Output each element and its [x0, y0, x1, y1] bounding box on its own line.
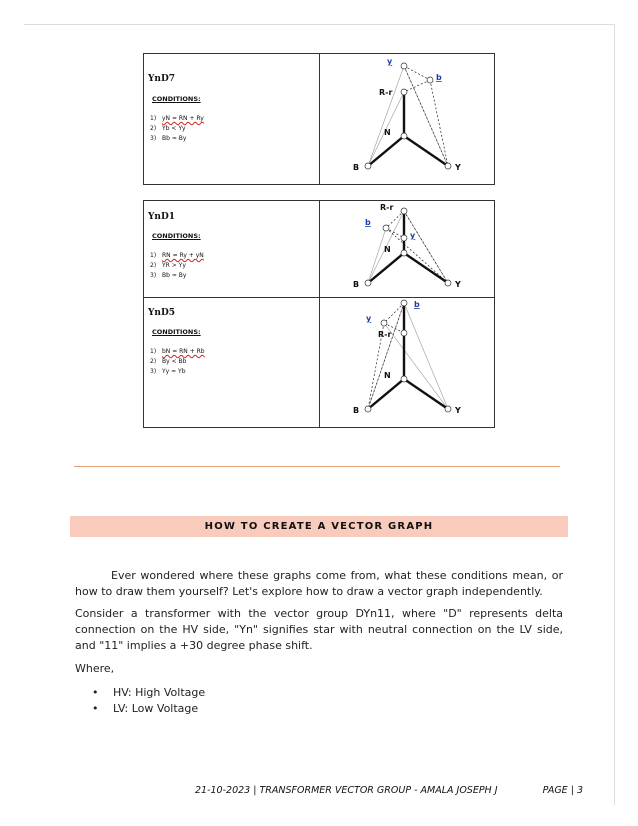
footer-page [543, 785, 583, 796]
section-heading: HOW TO CREATE A VECTOR GRAPH [70, 516, 568, 537]
node-label-n: N [384, 128, 391, 137]
node-label-b-upper: B [353, 163, 360, 172]
condition-item: 1) bN = RN + Rb [150, 348, 205, 355]
footer-page-number: 3 [576, 785, 583, 796]
condition-item: 2) By < Bb [150, 358, 187, 365]
node-label-r: R-r [378, 330, 392, 339]
condition-item: 3) Bb ≈ By [150, 135, 187, 142]
footer-page-separator: | [570, 785, 574, 796]
node-label-y-upper: Y [455, 280, 461, 289]
node-label-b: b [414, 300, 420, 309]
vector-group-title: YnD1 [148, 212, 176, 222]
vector-group-title: YnD5 [148, 308, 176, 318]
vector-diagram-ynd1 [320, 201, 494, 297]
footer-title: TRANSFORMER VECTOR GROUP - AMALA JOSEPH J [259, 785, 498, 796]
condition-item: 2) YR > Yy [150, 262, 186, 269]
node-label-b: b [436, 73, 442, 82]
node-label-n: N [384, 245, 391, 254]
vector-table-ynd7 [143, 53, 495, 185]
footer-date: 21-10-2023 [195, 785, 251, 796]
condition-item: 1) yN = RN + Ry [150, 115, 204, 122]
vector-group-title: YnD7 [148, 74, 176, 84]
node-label-n: N [384, 371, 391, 380]
node-label-b-upper: B [353, 406, 360, 415]
definition-list [92, 685, 205, 716]
horizontal-rule [74, 466, 560, 467]
node-label-y-upper: Y [455, 163, 461, 172]
vector-table-ynd1-ynd5 [143, 200, 495, 428]
list-item: • LV: Low Voltage [92, 701, 205, 717]
conditions-list [150, 114, 204, 144]
conditions-cell [144, 54, 319, 184]
node-label-b: b [365, 218, 371, 227]
intro-paragraph: Ever wondered where these graphs come from, what these conditions mean, or how to draw them yourself? Let's explore how to draw a vector graph independently. [75, 569, 563, 598]
node-label-y-upper: Y [455, 406, 461, 415]
conditions-label: CONDITIONS: [152, 95, 201, 103]
vector-diagram-ynd7 [320, 54, 494, 184]
conditions-label: CONDITIONS: [152, 232, 201, 240]
condition-item: 3) Bb ≈ By [150, 272, 187, 279]
node-label-y: y [387, 57, 393, 66]
node-label-b-upper: B [353, 280, 360, 289]
vector-diagram-ynd5 [320, 297, 494, 427]
list-item: • HV: High Voltage [92, 685, 205, 701]
footer-separator: | [253, 785, 257, 796]
conditions-list [150, 347, 205, 377]
condition-item: 1) RN = Ry + yN [150, 252, 204, 259]
conditions-cell [144, 201, 319, 297]
conditions-cell [144, 297, 319, 427]
conditions-label: CONDITIONS: [152, 328, 201, 336]
condition-item: 2) Yb < Yy [150, 125, 186, 132]
description-paragraph: Consider a transformer with the vector group DYn11, where "D" represents delta connection on the HV side, "Yn" signifies star with neutral connection on the LV side, and "11" implies a +30 degree phase shift. [75, 607, 563, 652]
conditions-list [150, 251, 204, 281]
footer-page-label: PAGE [542, 785, 568, 796]
node-label-r: R-r [379, 88, 393, 97]
where-label: Where, [75, 662, 115, 675]
condition-item: 3) Yy ≈ Yb [150, 368, 186, 375]
node-label-r: R-r [380, 203, 394, 212]
page-footer [195, 785, 583, 796]
node-label-y: y [410, 231, 416, 240]
node-label-y: y [366, 314, 372, 323]
